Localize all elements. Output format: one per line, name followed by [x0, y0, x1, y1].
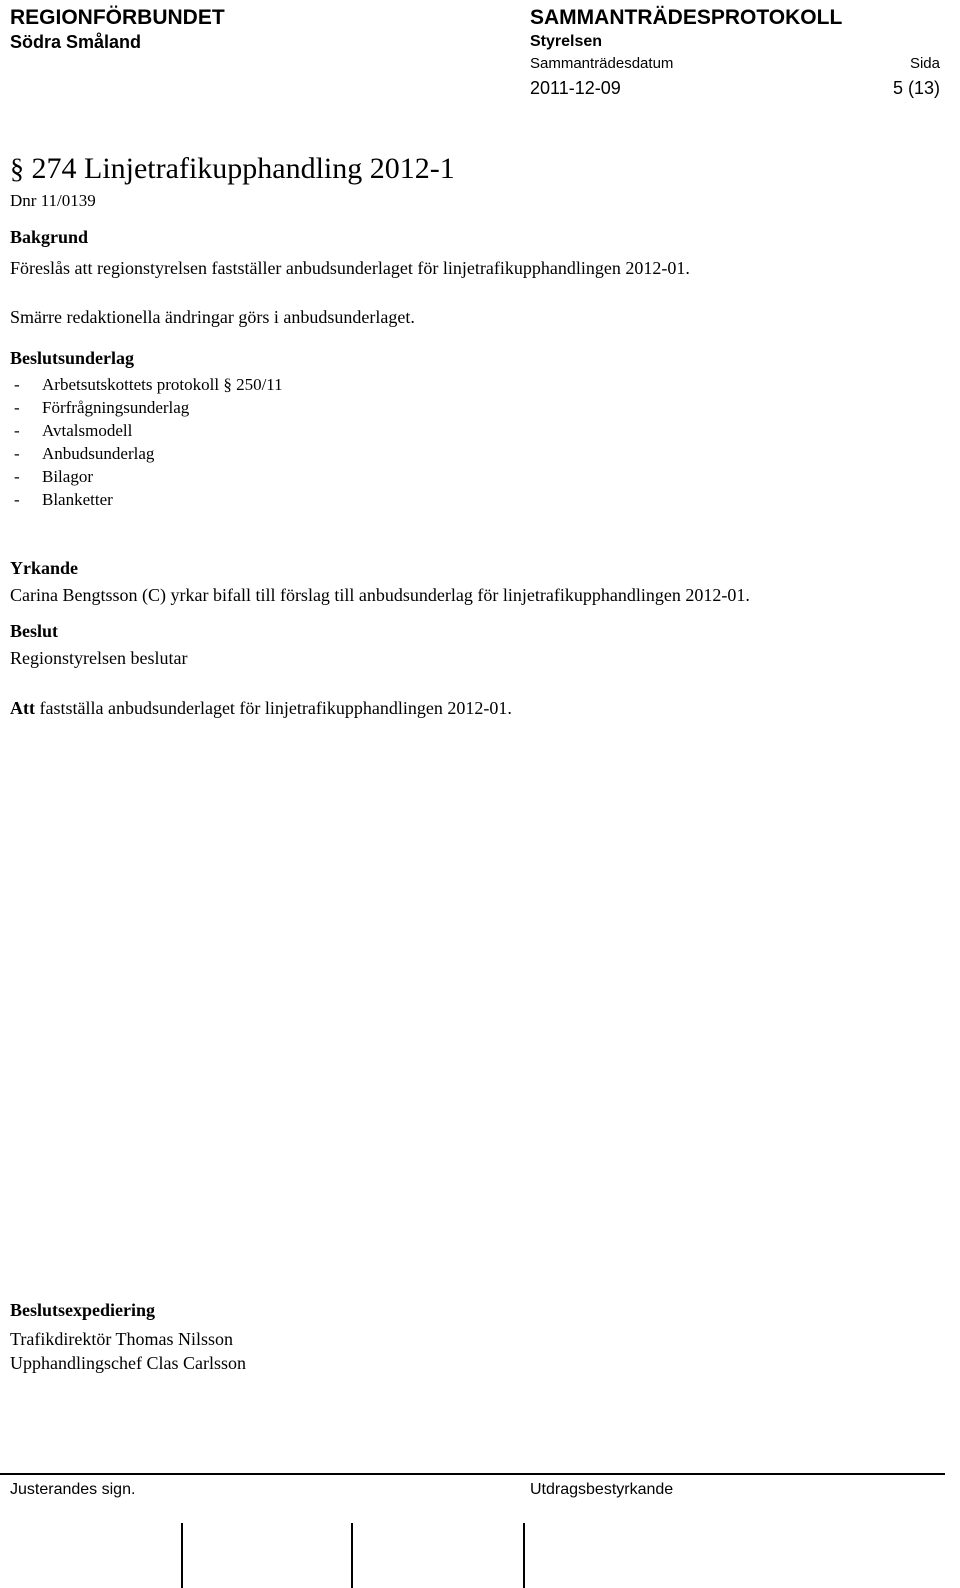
yrkande-heading: Yrkande: [10, 558, 79, 578]
recipient-2: Upphandlingschef Clas Carlsson: [10, 1353, 246, 1373]
beslut-intro: Regionstyrelsen beslutar: [10, 648, 188, 668]
signature-box-divider: [523, 1523, 525, 1588]
document-header: [530, 5, 940, 101]
board-name: Styrelsen: [530, 33, 603, 50]
document-title: SAMMANTRÄDESPROTOKOLL: [530, 6, 843, 29]
bakgrund-line-2: Smärre redaktionella ändringar görs i anbudsunderlaget.: [10, 307, 415, 327]
org-name: REGIONFÖRBUNDET: [10, 6, 225, 29]
list-item: [10, 442, 930, 465]
paragraph-symbol: §: [223, 375, 232, 394]
list-item-text: Avtalsmodell: [42, 421, 133, 440]
justerandes-label: Justerandes sign.: [10, 1481, 136, 1498]
meta-labels: [530, 53, 940, 75]
dash-marker: -: [14, 398, 20, 417]
beslutsunderlag-list: [10, 373, 930, 511]
bakgrund-heading: Bakgrund: [10, 227, 89, 247]
dash-marker: -: [14, 421, 20, 440]
list-item: [10, 488, 930, 511]
org-header: [10, 5, 225, 53]
list-item: [10, 396, 930, 419]
meeting-date: 2011-12-09: [530, 78, 621, 98]
list-item-text: Arbetsutskottets protokoll: [42, 375, 220, 394]
section-title-text: 274 Linjetrafikupphandling 2012-1: [31, 152, 455, 185]
yrkande-text: Carina Bengtsson (C) yrkar bifall till förslag till anbudsunderlag för linjetrafikupphandlingen 2012-01.: [10, 585, 750, 605]
beslut-att: [10, 696, 930, 720]
beslut-heading: Beslut: [10, 621, 59, 641]
att-label: Att: [10, 698, 35, 718]
recipient-1: Trafikdirektör Thomas Nilsson: [10, 1329, 233, 1349]
footer-divider: [0, 1473, 945, 1475]
list-item-text: Bilagor: [42, 467, 93, 486]
signature-box-divider: [351, 1523, 353, 1588]
section-title: [10, 152, 930, 187]
signature-box-divider: [181, 1523, 183, 1588]
page-number: 5 (13): [892, 78, 940, 98]
expediering-heading: Beslutsexpediering: [10, 1300, 156, 1320]
dash-marker: -: [14, 490, 20, 509]
list-item-text: Förfrågningsunderlag: [42, 398, 190, 417]
list-item-text: Anbudsunderlag: [42, 444, 155, 463]
list-item: [10, 419, 930, 442]
beslutsunderlag-heading: Beslutsunderlag: [10, 348, 135, 368]
page-label: Sida: [909, 55, 940, 72]
protocol-reference: 250/11: [236, 375, 283, 394]
signature-footer: [0, 1473, 960, 1588]
date-label: Sammanträdesdatum: [530, 55, 674, 72]
att-text: fastställa anbudsunderlaget för linjetrafikupphandlingen 2012-01.: [39, 698, 512, 718]
list-item-text: Blanketter: [42, 490, 113, 509]
dash-marker: -: [14, 467, 20, 486]
dash-marker: -: [14, 444, 20, 463]
paragraph-symbol: §: [10, 154, 24, 185]
document-body: [10, 152, 930, 720]
org-subname: Södra Småland: [10, 32, 142, 52]
list-item: [10, 465, 930, 488]
meta-values: [530, 75, 940, 101]
case-number: Dnr 11/0139: [10, 191, 96, 210]
expediering-block: [10, 1299, 246, 1375]
bakgrund-line-1: Föreslås att regionstyrelsen fastställer anbudsunderlaget för linjetrafikupphandlingen 2012-01.: [10, 258, 690, 278]
list-item: [10, 373, 930, 396]
utdrag-label: Utdragsbestyrkande: [530, 1481, 674, 1498]
dash-marker: -: [14, 375, 20, 394]
